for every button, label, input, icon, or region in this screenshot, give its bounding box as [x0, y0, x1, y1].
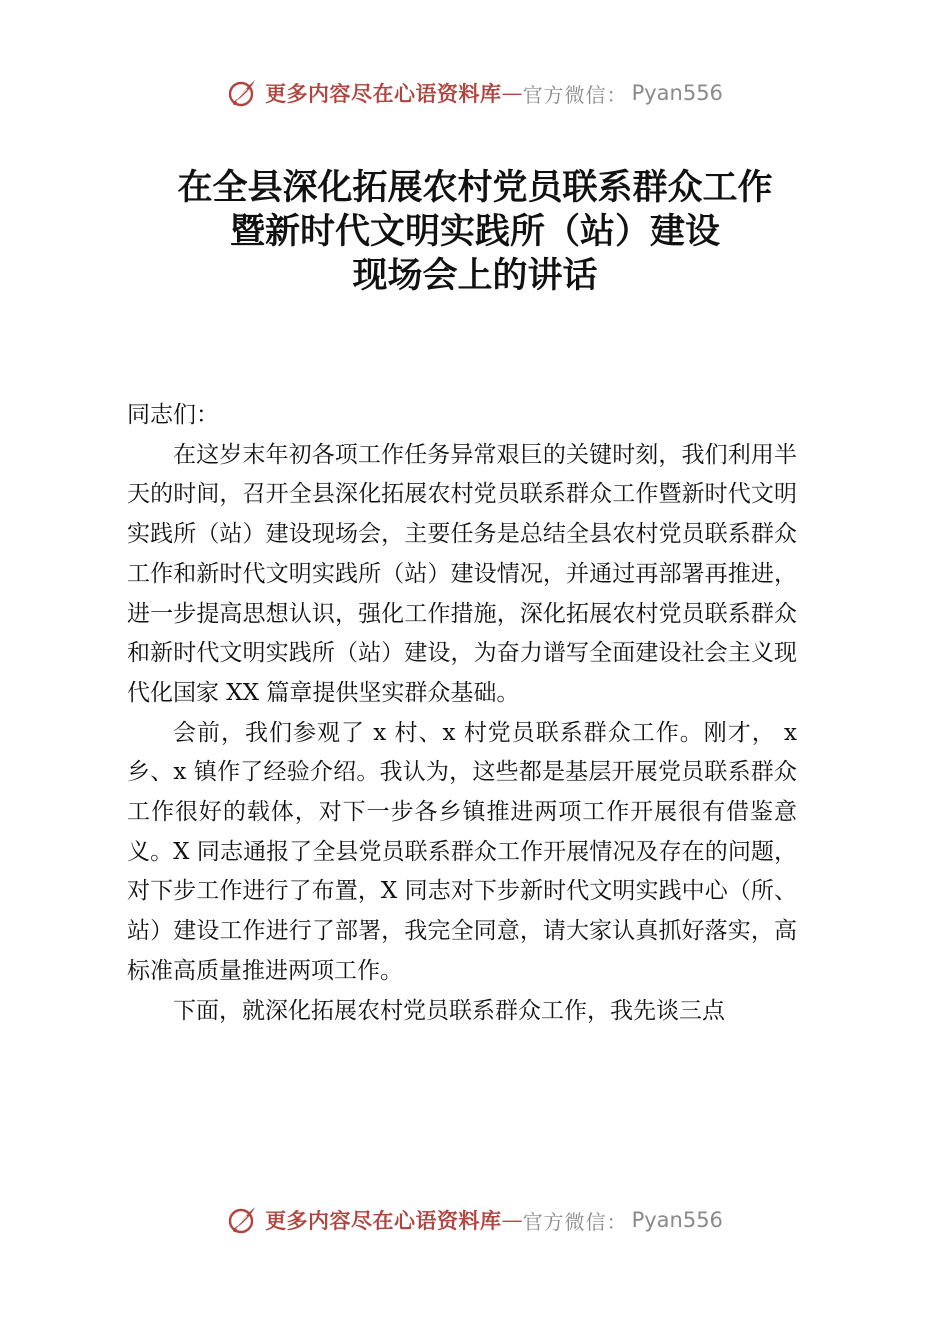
wechat-label: 官方微信： — [522, 82, 628, 107]
banner-dash: — — [501, 81, 523, 105]
brand-text: 更多内容尽在心语资料库 — [265, 81, 502, 106]
footer-watermark-banner — [0, 1200, 950, 1240]
header-watermark-banner — [0, 73, 950, 113]
wechat-label: 官方微信： — [522, 1209, 628, 1234]
paragraph-2: 会前，我们参观了 x 村、x 村党员联系群众工作。刚才， x 乡、x 镇作了经验介绍。我认为，这些都是基层开展党员联系群众工作很好的载体，对下一步各乡镇推进两项工作开展很有借鉴意义。X 同志通报了全县党员联系群众工作开展情况及存在的问题，对下步工作进行了布置，X 同志对下步新时代文明实践中心（所、站）建设工作进行了部署，我完全同意，请大家认真抓好落实，高标准高质量推进两项工作。 — [127, 719, 797, 984]
wechat-id: Pyan556 — [631, 1208, 723, 1232]
paragraph-3: 下面，就深化拓展农村党员联系群众工作，我先谈三点 — [173, 997, 725, 1024]
quill-pen-circle-icon — [227, 77, 259, 109]
wechat-id: Pyan556 — [631, 81, 723, 105]
title-line-1: 在全县深化拓展农村党员联系群众工作 — [177, 167, 773, 208]
title-line-3: 现场会上的讲话 — [352, 255, 598, 296]
brand-text: 更多内容尽在心语资料库 — [265, 1208, 502, 1233]
quill-pen-circle-icon — [227, 1204, 259, 1236]
paragraph-1: 在这岁末年初各项工作任务异常艰巨的关键时刻，我们利用半天的时间，召开全县深化拓展农村党员联系群众工作暨新时代文明实践所（站）建设现场会，主要任务是总结全县农村党员联系群众工作和新时代文明实践所（站）建设情况，并通过再部署再推进，进一步提高思想认识，强化工作措施，深化拓展农村党员联系群众和新时代文明实践所（站）建设，为奋力谱写全面建设社会主义现代化国家 XX 篇章提供坚实群众基础。 — [127, 441, 797, 706]
banner-dash: — — [501, 1208, 523, 1232]
title-line-2: 暨新时代文明实践所（站）建设 — [229, 211, 720, 252]
salutation: 同志们： — [127, 402, 219, 428]
document-body — [127, 396, 797, 1031]
document-title — [0, 166, 950, 298]
